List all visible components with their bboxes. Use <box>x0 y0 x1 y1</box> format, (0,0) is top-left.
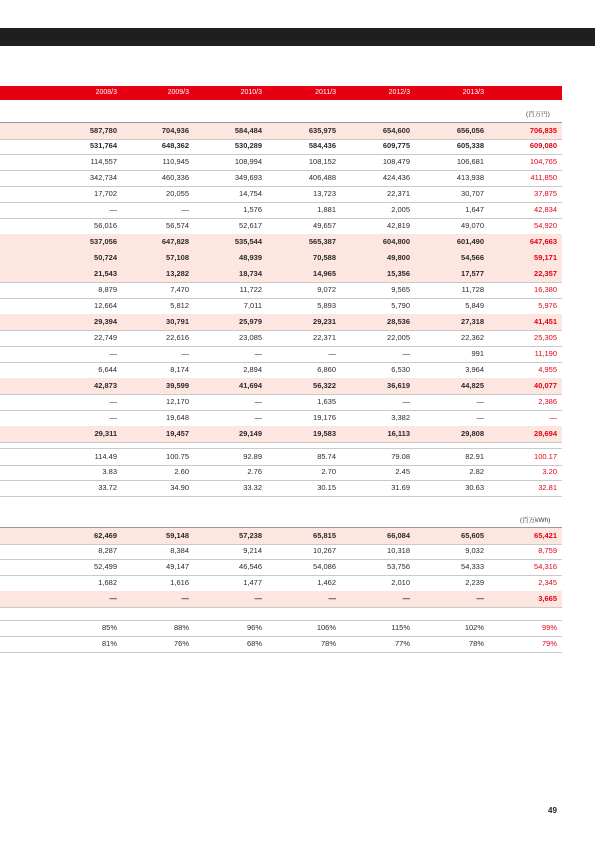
table-cell: 991 <box>471 349 484 358</box>
table-cell: 70,588 <box>313 253 336 262</box>
table-cell: 21,543 <box>94 269 117 278</box>
table-cell: 39,599 <box>166 381 189 390</box>
table-cell: 13,723 <box>313 189 336 198</box>
table-row <box>0 250 562 267</box>
table-row <box>0 186 562 203</box>
table-cell: 30.15 <box>317 483 336 492</box>
table-cell: 54,566 <box>461 253 484 262</box>
table-cell: 56,574 <box>166 221 189 230</box>
table-cell: — <box>328 594 336 603</box>
table-cell: 68% <box>246 639 262 648</box>
table-cell: 2.60 <box>174 467 189 476</box>
table-cell: 53,756 <box>387 562 410 571</box>
table-cell: 2,010 <box>391 578 410 587</box>
table-cell: 85.74 <box>317 452 336 461</box>
table-cell: 44,825 <box>461 381 484 390</box>
table-cell: 42,873 <box>94 381 117 390</box>
unit-label-million-yen: (百万円) <box>526 111 550 118</box>
table-cell: 17,702 <box>94 189 117 198</box>
table-row <box>0 138 562 155</box>
table-row <box>0 234 562 251</box>
table-cell: 13,282 <box>166 269 189 278</box>
table-cell: 19,648 <box>166 413 189 422</box>
table-cell: 56,322 <box>313 381 336 390</box>
table-cell: 29,149 <box>239 429 262 438</box>
table-cell: 41,451 <box>534 317 557 326</box>
table-cell: 102% <box>464 623 484 632</box>
table-cell: 106,681 <box>456 157 484 166</box>
table-cell: 22,371 <box>313 333 336 342</box>
table-cell: 648,362 <box>161 141 189 150</box>
table-cell: 40,077 <box>534 381 557 390</box>
table-row <box>0 636 562 653</box>
table-cell: 413,938 <box>456 173 484 182</box>
table-cell: 1,477 <box>243 578 262 587</box>
table-cell: 9,565 <box>391 285 410 294</box>
table-cell: 406,488 <box>308 173 336 182</box>
table-cell: 16,113 <box>387 429 410 438</box>
table-cell: 49,147 <box>166 562 189 571</box>
table-cell: 1,635 <box>317 397 336 406</box>
table-cell: — <box>402 397 410 406</box>
table-cell: 18,734 <box>239 269 262 278</box>
table-cell: — <box>328 349 336 358</box>
table-row <box>0 218 562 235</box>
table-cell: 9,214 <box>243 546 262 555</box>
table-cell: 29,231 <box>313 317 336 326</box>
table-cell: 57,238 <box>239 531 262 540</box>
table-cell: 12,664 <box>94 301 117 310</box>
table-cell: 5,849 <box>465 301 484 310</box>
table-cell: 25,305 <box>534 333 557 342</box>
table-cell: 411,850 <box>530 173 557 182</box>
table-cell: 81% <box>101 639 117 648</box>
table-cell: 22,616 <box>166 333 189 342</box>
table-cell: — <box>109 397 117 406</box>
table-cell: 530,289 <box>234 141 262 150</box>
table-cell: 79% <box>541 639 557 648</box>
table-cell: 59,171 <box>534 253 557 262</box>
table-cell: 30,707 <box>461 189 484 198</box>
table-cell: 41,694 <box>239 381 262 390</box>
table-cell: 96% <box>246 623 262 632</box>
table-cell: 30.63 <box>465 483 484 492</box>
table-cell: 605,338 <box>456 141 484 150</box>
table-cell: 647,828 <box>161 237 189 246</box>
table-cell: 22,357 <box>534 269 557 278</box>
table-cell: 14,754 <box>239 189 262 198</box>
year-header-cell: 2010/3 <box>240 89 262 96</box>
unit-label-million-kwh: (百万kWh) <box>520 517 551 524</box>
table-cell: 108,994 <box>234 157 262 166</box>
year-header-cell: 2008/3 <box>95 89 117 96</box>
table-row <box>0 378 562 395</box>
table-row <box>0 559 562 576</box>
table-cell: 33.72 <box>98 483 117 492</box>
table-row <box>0 543 562 560</box>
table-cell: 8,384 <box>170 546 189 555</box>
table-cell: 49,657 <box>313 221 336 230</box>
table-cell: 2.70 <box>321 467 336 476</box>
table-cell: 52,499 <box>94 562 117 571</box>
table-cell: 57,108 <box>166 253 189 262</box>
table-row <box>0 464 562 481</box>
table-cell: 22,371 <box>387 189 410 198</box>
table-cell: 2,345 <box>538 578 557 587</box>
table-cell: 106% <box>316 623 336 632</box>
table-cell: — <box>254 397 262 406</box>
table-cell: 82.91 <box>465 452 484 461</box>
table-row <box>0 282 562 299</box>
table-cell: 706,835 <box>529 126 557 135</box>
table-cell: — <box>181 205 189 214</box>
table-cell: 25,979 <box>239 317 262 326</box>
table-cell: 6,644 <box>98 365 117 374</box>
table-cell: 1,576 <box>243 205 262 214</box>
table-row <box>0 394 562 411</box>
table-cell: 29,808 <box>461 429 484 438</box>
table-cell: 30,791 <box>166 317 189 326</box>
table-cell: 4,955 <box>538 365 557 374</box>
table-cell: 54,316 <box>534 562 557 571</box>
year-header-cell: 2014/3 <box>535 89 557 96</box>
table-cell: 647,663 <box>529 237 557 246</box>
year-header-cell: 2012/3 <box>388 89 410 96</box>
table-cell: 9,032 <box>465 546 484 555</box>
table-cell: 78% <box>320 639 336 648</box>
blank-row <box>0 604 562 621</box>
table-cell: 5,976 <box>538 301 557 310</box>
table-cell: 535,544 <box>234 237 262 246</box>
table-cell: 6,530 <box>391 365 410 374</box>
table-cell: 460,336 <box>161 173 189 182</box>
year-header-cell: 2011/3 <box>315 89 336 96</box>
top-black-bar <box>0 28 595 46</box>
table-cell: 114.49 <box>94 452 117 461</box>
table-cell: 85% <box>101 623 117 632</box>
year-header-cell: 2009/3 <box>167 89 189 96</box>
table-cell: 88% <box>173 623 189 632</box>
table-cell: 5,893 <box>317 301 336 310</box>
table-cell: — <box>549 413 557 422</box>
table-cell: — <box>476 397 484 406</box>
table-row <box>0 362 562 379</box>
table-cell: 100.17 <box>534 452 557 461</box>
table-cell: — <box>254 413 262 422</box>
table-cell: 104,765 <box>529 157 557 166</box>
year-header-cell: 2013/3 <box>462 89 484 96</box>
table-cell: 601,490 <box>456 237 484 246</box>
table-row <box>0 266 562 283</box>
table-cell: 115% <box>391 623 410 632</box>
table-cell: 2,239 <box>465 578 484 587</box>
table-cell: 2,005 <box>391 205 410 214</box>
table-cell: — <box>109 413 117 422</box>
table-cell: 635,975 <box>308 126 336 135</box>
table-cell: 1,462 <box>317 578 336 587</box>
table-cell: 1,647 <box>465 205 484 214</box>
table-cell: 7,011 <box>243 301 262 310</box>
table-cell: 34.90 <box>170 483 189 492</box>
table-cell: 19,176 <box>313 413 336 422</box>
table-cell: 531,764 <box>89 141 117 150</box>
table-cell: 56,016 <box>94 221 117 230</box>
table-cell: 62,469 <box>94 531 117 540</box>
table-cell: 54,920 <box>534 221 557 230</box>
table-row <box>0 170 562 187</box>
table-cell: 3,964 <box>465 365 484 374</box>
table-cell: — <box>254 594 262 603</box>
table-cell: 1,682 <box>98 578 117 587</box>
blank-row <box>0 432 562 449</box>
table-cell: 15,356 <box>387 269 410 278</box>
table-cell: 22,749 <box>94 333 117 342</box>
table-cell: 342,734 <box>89 173 117 182</box>
table-cell: 22,362 <box>461 333 484 342</box>
table-cell: 100.75 <box>166 452 189 461</box>
table-cell: — <box>476 413 484 422</box>
table-cell: 54,086 <box>313 562 336 571</box>
table-cell: — <box>181 594 189 603</box>
table-cell: — <box>254 349 262 358</box>
table-cell: 46,546 <box>239 562 262 571</box>
table-cell: 349,693 <box>234 173 262 182</box>
table-cell: — <box>109 349 117 358</box>
table-cell: 10,267 <box>313 546 336 555</box>
table-cell: 19,457 <box>166 429 189 438</box>
table-cell: 65,421 <box>534 531 557 540</box>
table-row <box>0 314 562 331</box>
table-cell: 7,470 <box>170 285 189 294</box>
table-cell: 108,152 <box>308 157 336 166</box>
table-cell: — <box>109 594 117 603</box>
table-cell: 3,382 <box>391 413 410 422</box>
table-cell: 9,072 <box>317 285 336 294</box>
year-header-row <box>0 86 562 100</box>
table-cell: 8,174 <box>170 365 189 374</box>
table-cell: 37,875 <box>534 189 557 198</box>
table-cell: 32.81 <box>538 483 557 492</box>
table-row <box>0 575 562 592</box>
table-cell: 17,577 <box>461 269 484 278</box>
table-cell: — <box>181 349 189 358</box>
table-cell: 11,722 <box>239 285 262 294</box>
table-cell: 52,617 <box>239 221 262 230</box>
table-cell: — <box>476 594 484 603</box>
table-cell: 48,939 <box>239 253 262 262</box>
table-cell: 65,605 <box>461 531 484 540</box>
table-cell: 36,619 <box>387 381 410 390</box>
table-cell: 704,936 <box>161 126 189 135</box>
table-cell: 609,775 <box>382 141 410 150</box>
table-cell: 604,800 <box>382 237 410 246</box>
table-cell: 27,318 <box>461 317 484 326</box>
table-cell: 110,945 <box>162 157 189 166</box>
table-cell: 29,394 <box>94 317 117 326</box>
table-cell: 5,812 <box>170 301 189 310</box>
table-cell: 65,815 <box>313 531 336 540</box>
table-cell: 12,170 <box>166 397 189 406</box>
table-cell: — <box>109 205 117 214</box>
table-cell: 587,780 <box>89 126 117 135</box>
table-cell: 2,386 <box>538 397 557 406</box>
table-cell: 54,333 <box>461 562 484 571</box>
table-cell: 42,819 <box>387 221 410 230</box>
table-row <box>0 410 562 427</box>
table-cell: 8,287 <box>98 546 117 555</box>
table-cell: 76% <box>173 639 189 648</box>
table-cell: 584,436 <box>308 141 336 150</box>
table-cell: 59,148 <box>166 531 189 540</box>
table-row <box>0 330 562 347</box>
table-cell: 92.89 <box>243 452 262 461</box>
table-cell: 22,005 <box>387 333 410 342</box>
table-cell: 2,894 <box>243 365 262 374</box>
table-cell: 33.32 <box>243 483 262 492</box>
table-cell: 23,085 <box>239 333 262 342</box>
table-cell: 10,318 <box>387 546 410 555</box>
table-cell: 28,536 <box>387 317 410 326</box>
table-cell: 49,800 <box>387 253 410 262</box>
table-cell: 19,583 <box>313 429 336 438</box>
table-cell: 2.76 <box>247 467 262 476</box>
table-cell: — <box>402 594 410 603</box>
table-cell: 79.08 <box>391 452 410 461</box>
table-cell: 537,056 <box>89 237 117 246</box>
table-row <box>0 346 562 363</box>
table-cell: 2.82 <box>469 467 484 476</box>
table-cell: 114,557 <box>90 157 117 166</box>
table-cell: 77% <box>394 639 410 648</box>
table-cell: 49,070 <box>461 221 484 230</box>
page-number: 49 <box>548 806 557 815</box>
table-cell: 656,056 <box>456 126 484 135</box>
table-cell: 50,724 <box>94 253 117 262</box>
table-cell: 16,380 <box>534 285 557 294</box>
table-cell: — <box>402 349 410 358</box>
table-row <box>0 620 562 637</box>
table-cell: 3,665 <box>538 594 557 603</box>
table-cell: 2.45 <box>395 467 410 476</box>
table-cell: 654,600 <box>382 126 410 135</box>
table-cell: 424,436 <box>382 173 410 182</box>
table-cell: 565,387 <box>308 237 336 246</box>
table-cell: 584,484 <box>234 126 262 135</box>
table-row <box>0 154 562 171</box>
table-cell: 5,790 <box>391 301 410 310</box>
table-cell: 20,055 <box>166 189 189 198</box>
table-cell: 11,190 <box>534 349 557 358</box>
table-cell: 11,728 <box>461 285 484 294</box>
table-cell: 6,860 <box>317 365 336 374</box>
table-row <box>0 298 562 315</box>
table-row <box>0 480 562 497</box>
table-cell: 29,311 <box>94 429 117 438</box>
table-cell: 1,616 <box>170 578 189 587</box>
table-cell: 609,080 <box>529 141 557 150</box>
table-row <box>0 202 562 219</box>
table-cell: 66,084 <box>387 531 410 540</box>
table-cell: 3.20 <box>542 467 557 476</box>
table-cell: 99% <box>541 623 557 632</box>
table-cell: 28,694 <box>534 429 557 438</box>
table-cell: 1,881 <box>317 205 336 214</box>
table-cell: 8,879 <box>98 285 117 294</box>
table-cell: 3.83 <box>102 467 117 476</box>
table-cell: 108,479 <box>382 157 410 166</box>
table-cell: 14,965 <box>313 269 336 278</box>
table-cell: 8,759 <box>538 546 557 555</box>
table-cell: 42,834 <box>534 205 557 214</box>
table-cell: 78% <box>468 639 484 648</box>
table-cell: 31.69 <box>391 483 410 492</box>
